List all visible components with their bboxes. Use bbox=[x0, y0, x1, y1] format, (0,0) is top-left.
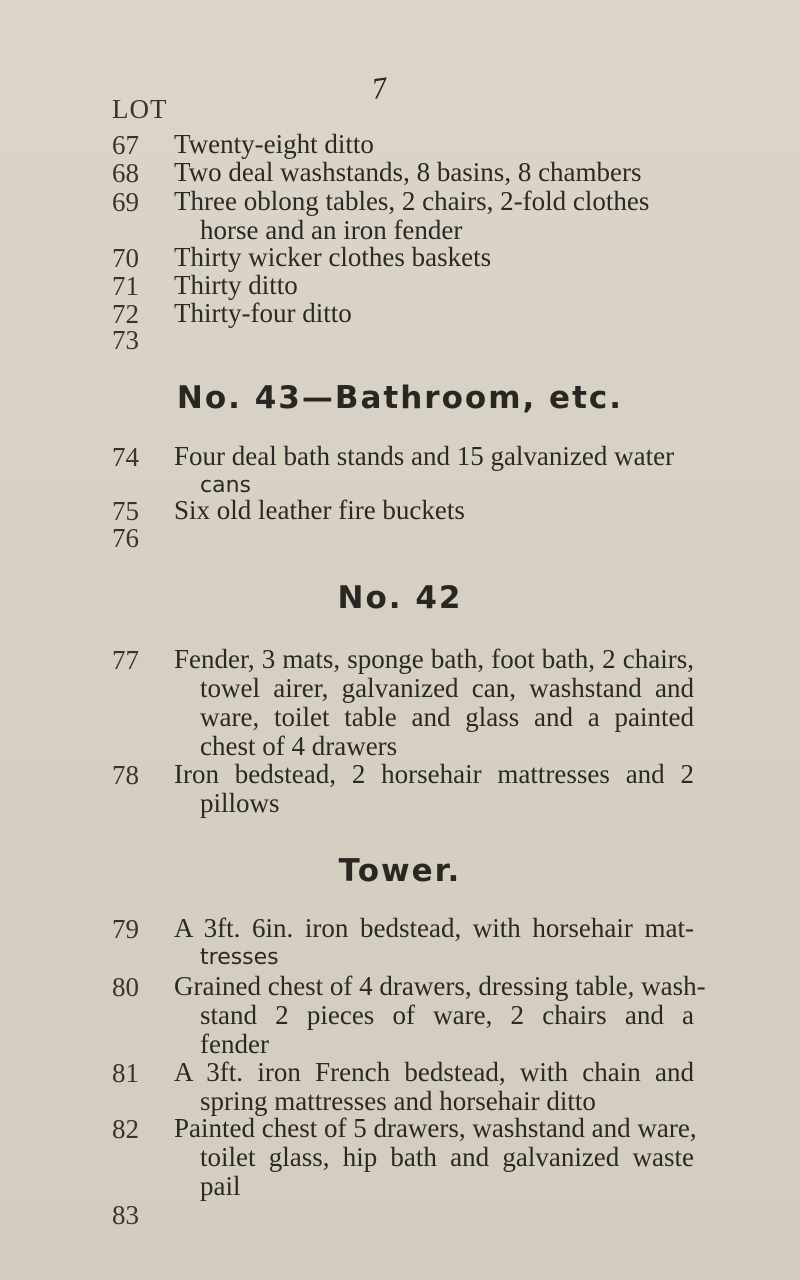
lot-number: 67 bbox=[112, 130, 139, 160]
section-heading: No. 42 bbox=[337, 580, 463, 616]
lot-description bbox=[174, 130, 694, 159]
lot-number: 68 bbox=[112, 158, 139, 188]
lot-number: 72 bbox=[112, 299, 139, 329]
lot-description bbox=[174, 271, 694, 300]
description-line: Six old leather fire buckets bbox=[174, 495, 465, 525]
description-line: Thirty ditto bbox=[174, 270, 298, 300]
description-line: A 3ft. iron French bedstead, with chain and bbox=[174, 1057, 694, 1087]
description-line: Three oblong tables, 2 chairs, 2-fold clothes bbox=[174, 186, 650, 216]
lot-number: 80 bbox=[112, 972, 139, 1002]
description-line: Two deal washstands, 8 basins, 8 chambers bbox=[174, 157, 642, 187]
description-line: fender bbox=[200, 1029, 269, 1059]
description-line: Thirty wicker clothes baskets bbox=[174, 242, 492, 272]
description-line: Twenty-eight ditto bbox=[174, 129, 374, 159]
lot-number: 82 bbox=[112, 1114, 139, 1144]
lot-number: 78 bbox=[112, 760, 139, 790]
lot-description bbox=[174, 971, 706, 1059]
lot-number: 71 bbox=[112, 271, 139, 301]
lot-number: 76 bbox=[112, 523, 139, 553]
lot-number: 74 bbox=[112, 442, 139, 472]
description-line: toilet glass, hip bath and galvanized waste bbox=[200, 1142, 694, 1172]
description-line: Painted chest of 5 drawers, washstand and ware, bbox=[174, 1113, 697, 1143]
description-line: ware, toilet table and glass and a painted bbox=[200, 702, 694, 732]
description-line: Fender, 3 mats, sponge bath, foot bath, 2 chairs, bbox=[174, 644, 694, 674]
lot-description bbox=[174, 158, 694, 187]
lot-description bbox=[174, 496, 694, 525]
description-line: chest of 4 drawers bbox=[200, 731, 398, 761]
lot-description bbox=[174, 760, 694, 818]
lot-column-label: LOT bbox=[112, 94, 168, 124]
description-line: tresses bbox=[200, 945, 279, 970]
lot-number: 83 bbox=[112, 1200, 139, 1230]
lot-description bbox=[174, 299, 694, 328]
section-heading: No. 43—Bathroom, etc. bbox=[176, 380, 624, 416]
lot-number: 79 bbox=[112, 914, 139, 944]
description-line: A 3ft. 6in. iron bedstead, with horsehair mat- bbox=[174, 913, 694, 943]
section-heading: Tower. bbox=[338, 853, 462, 889]
lot-description bbox=[174, 442, 694, 500]
lot-description bbox=[174, 243, 694, 272]
lot-number: 75 bbox=[112, 496, 139, 526]
description-line: Iron bedstead, 2 horsehair mattresses and 2 bbox=[174, 759, 694, 789]
description-line: Four deal bath stands and 15 galvanized water bbox=[174, 441, 675, 471]
description-line: horse and an iron fender bbox=[200, 215, 463, 245]
description-line: cans bbox=[200, 473, 251, 498]
lot-description bbox=[174, 914, 694, 972]
lot-description bbox=[174, 1113, 697, 1201]
lot-description bbox=[174, 187, 694, 245]
lot-description bbox=[174, 1058, 694, 1116]
description-line: stand 2 pieces of ware, 2 chairs and a bbox=[200, 1000, 694, 1030]
description-line: towel airer, galvanized can, washstand and bbox=[200, 673, 694, 703]
lot-number: 69 bbox=[112, 187, 139, 217]
description-line: pillows bbox=[200, 788, 280, 818]
page-mark: 7 bbox=[369, 71, 390, 106]
lot-number: 73 bbox=[112, 325, 139, 355]
lot-description bbox=[174, 645, 694, 761]
description-line: Grained chest of 4 drawers, dressing table, wash- bbox=[174, 971, 706, 1001]
description-line: pail bbox=[200, 1171, 241, 1201]
description-line: spring mattresses and horsehair ditto bbox=[200, 1086, 596, 1116]
lot-number: 77 bbox=[112, 645, 139, 675]
description-line: Thirty-four ditto bbox=[174, 298, 352, 328]
lot-number: 81 bbox=[112, 1058, 139, 1088]
lot-number: 70 bbox=[112, 243, 139, 273]
